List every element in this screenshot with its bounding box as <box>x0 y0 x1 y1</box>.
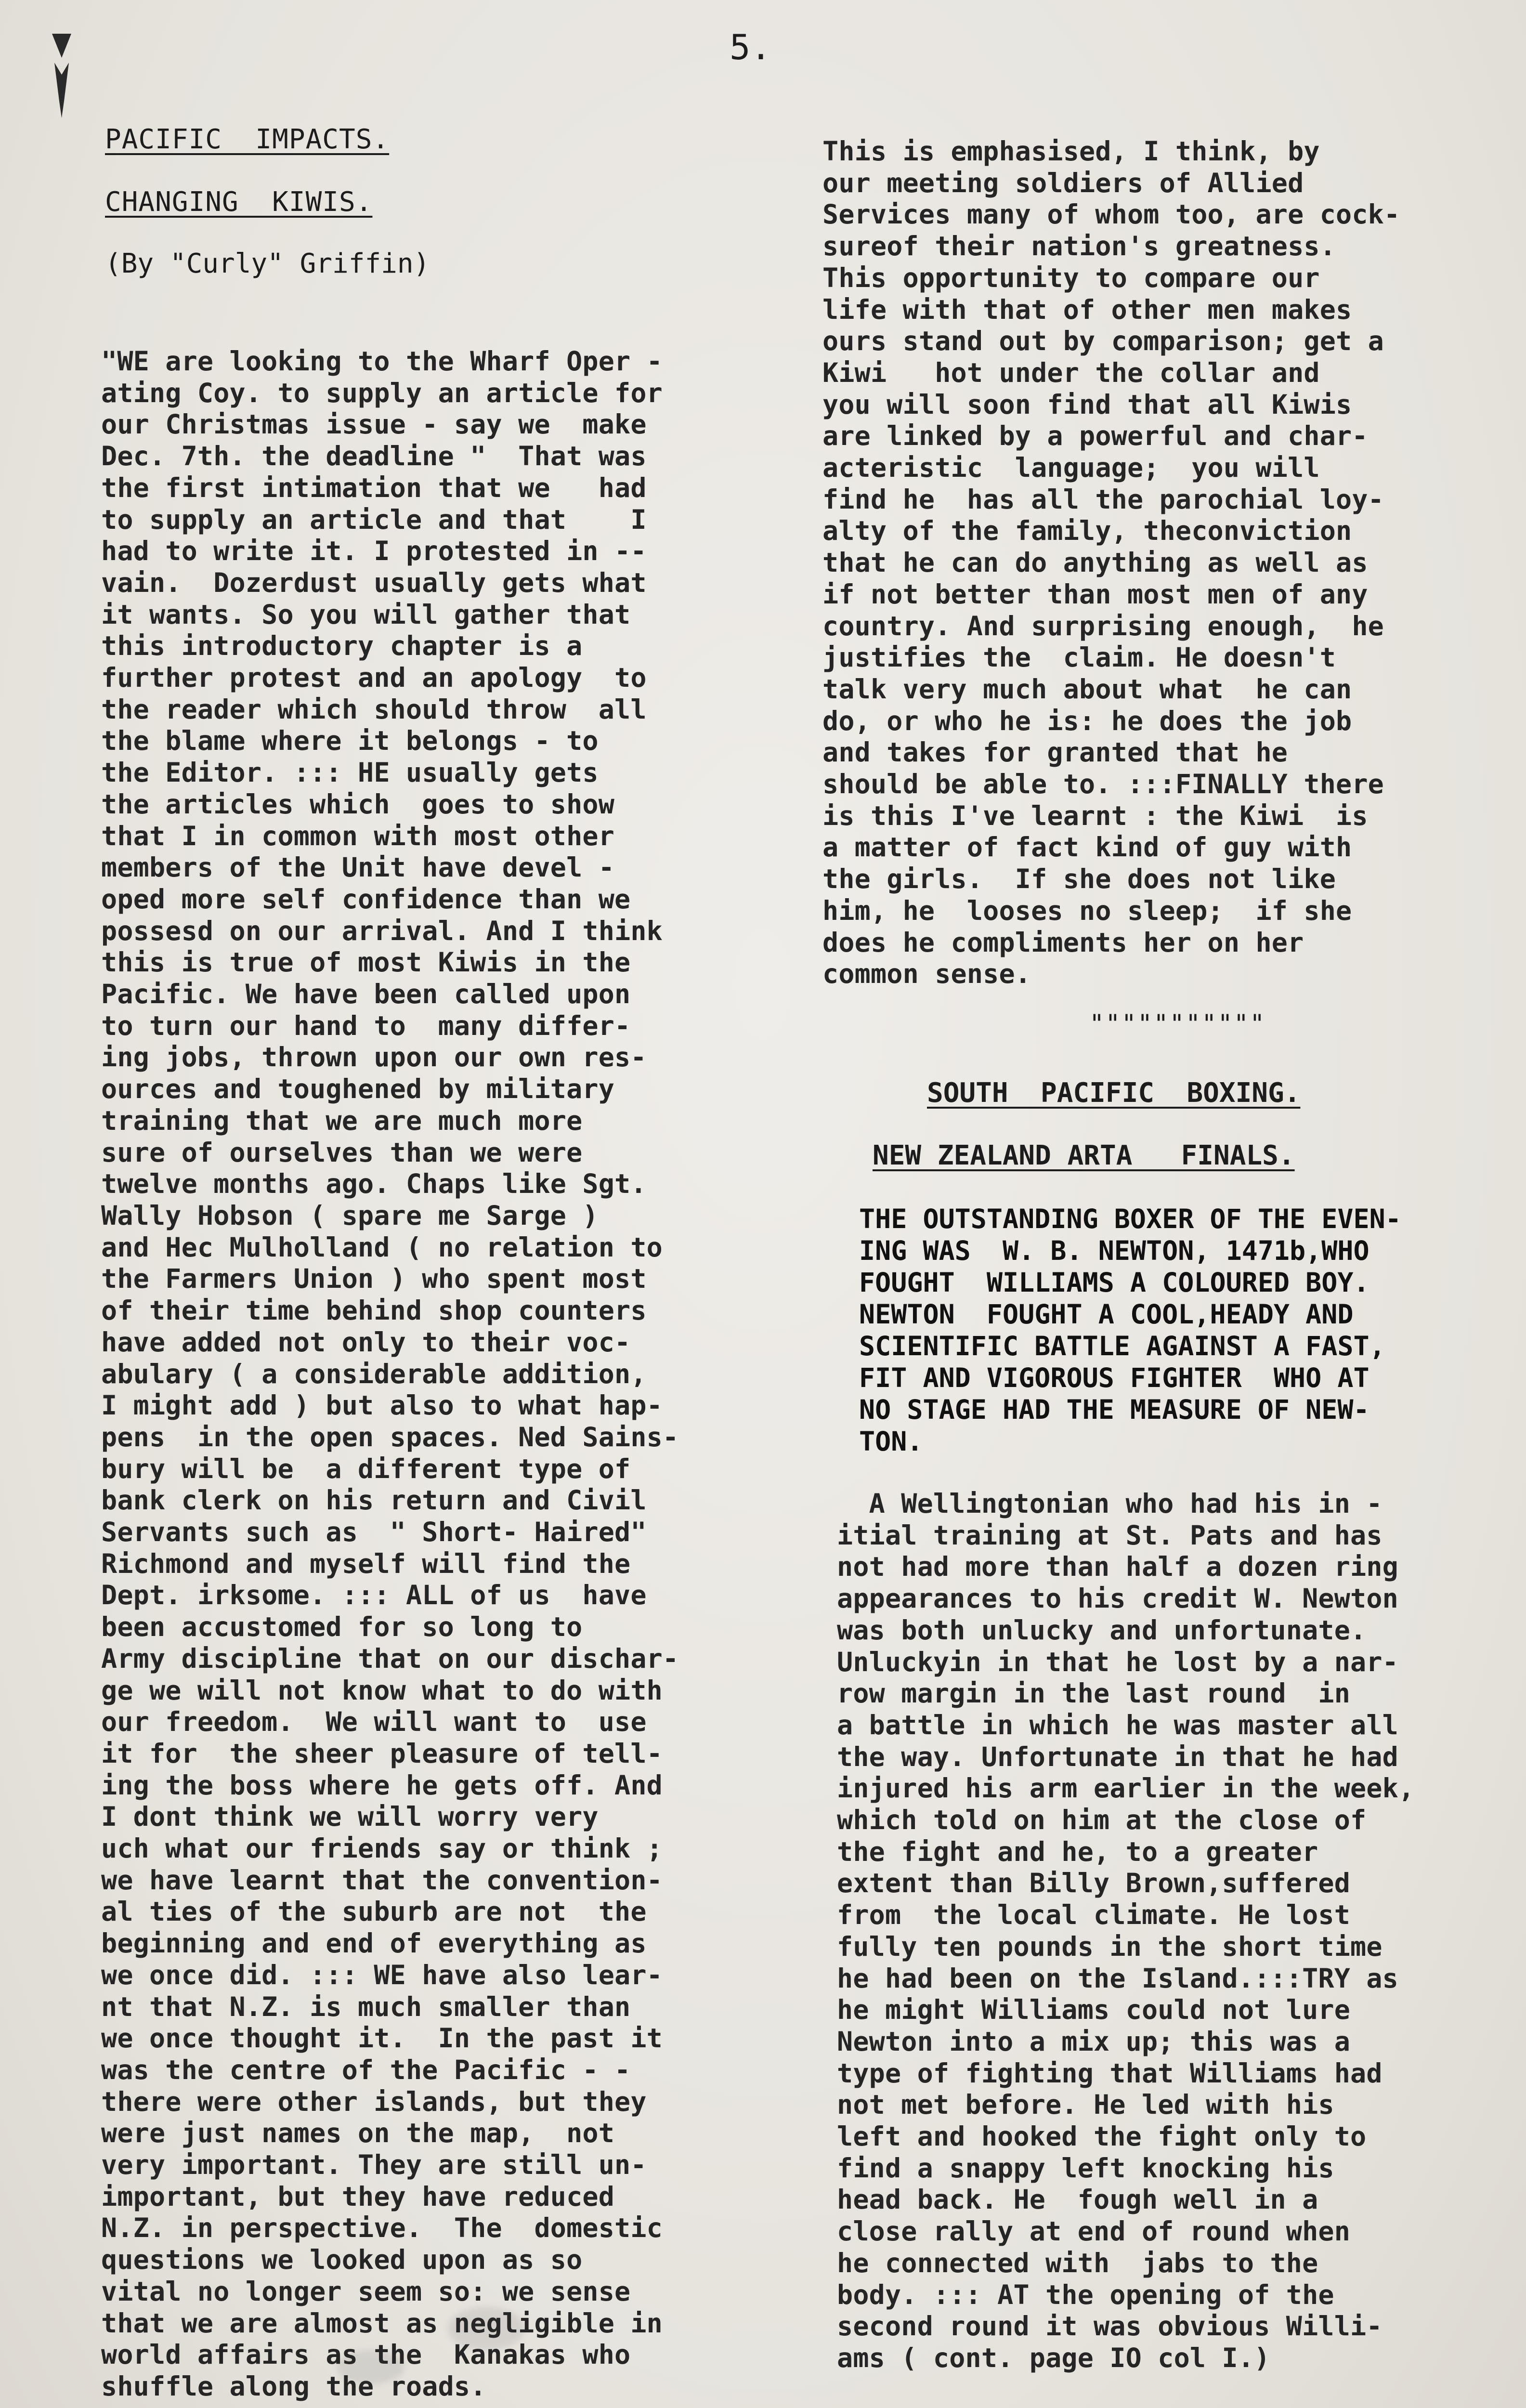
text-line: world affairs as the Kanakas who <box>101 2339 631 2370</box>
text-line: further protest and an apology to <box>101 662 647 694</box>
text-line: This is emphasised, I think, by <box>822 136 1320 167</box>
text-line: body. ::: AT the opening of the <box>837 2279 1334 2310</box>
text-line: training that we are much more <box>101 1105 583 1136</box>
text-line: ating Coy. to supply an article for <box>101 377 663 408</box>
text-line: this introductory chapter is a <box>101 630 583 662</box>
text-line: were just names on the map, not <box>101 2118 615 2149</box>
text-line: beginning and end of everything as <box>101 1928 647 1959</box>
text-line: are linked by a powerful and char- <box>822 420 1368 452</box>
text-line: uch what our friends say or think ; <box>101 1833 663 1864</box>
text-line: ge we will not know what to do with <box>101 1675 663 1706</box>
text-line: ources and toughened by military <box>101 1073 615 1105</box>
text-line: find he has all the parochial loy- <box>822 484 1384 515</box>
text-line: should be able to. :::FINALLY there <box>822 769 1384 800</box>
text-line: he had been on the Island.:::TRY as <box>837 1963 1398 1994</box>
text-line: Wally Hobson ( spare me Sarge ) <box>101 1200 599 1231</box>
text-line: itial training at St. Pats and has <box>837 1519 1383 1551</box>
text-line: FOUGHT WILLIAMS A COLOURED BOY. <box>859 1267 1369 1298</box>
text-line: been accustomed for so long to <box>101 1611 583 1643</box>
text-line: "WE are looking to the Wharf Oper - <box>101 346 663 377</box>
text-line: abulary ( a considerable addition, <box>101 1358 647 1389</box>
text-line: sureof their nation's greatness. <box>822 231 1336 262</box>
article-title: CHANGING KIWIS. <box>105 186 373 218</box>
text-line: we have learnt that the convention- <box>101 1864 663 1896</box>
text-line: shuffle along the roads. <box>101 2371 486 2402</box>
text-line: the Editor. ::: HE usually gets <box>101 757 599 788</box>
text-line: Dec. 7th. the deadline " That was <box>101 441 647 472</box>
text-line: Richmond and myself will find the <box>101 1548 631 1579</box>
text-line: that he can do anything as well as <box>822 547 1368 578</box>
text-line: TON. <box>859 1426 923 1457</box>
text-line: this is true of most Kiwis in the <box>101 947 631 978</box>
text-line: the way. Unfortunate in that he had <box>837 1741 1398 1772</box>
text-line: we once did. ::: WE have also lear- <box>101 1959 663 1990</box>
text-line: is this I've learnt : the Kiwi is <box>822 800 1368 831</box>
text-line: ing jobs, thrown upon our own res- <box>101 1042 647 1073</box>
text-line: nt that N.Z. is much smaller than <box>101 1991 631 2022</box>
text-line: questions we looked upon as so <box>101 2244 583 2276</box>
text-line: not met before. He led with his <box>837 2089 1334 2120</box>
text-line: Pacific. We have been called upon <box>101 979 631 1010</box>
text-line: ing the boss where he gets off. And <box>101 1769 663 1801</box>
text-line: ING WAS W. B. NEWTON, 1471b,WHO <box>859 1235 1369 1266</box>
text-line: sure of ourselves than we were <box>101 1137 583 1168</box>
text-line: row margin in the last round in <box>837 1678 1351 1709</box>
byline: (By "Curly" Griffin) <box>105 248 430 279</box>
text-line: not had more than half a dozen ring <box>837 1551 1398 1583</box>
text-line: bury will be a different type of <box>101 1453 631 1484</box>
right-article-continuation <box>822 136 1400 990</box>
text-line: of their time behind shop counters <box>101 1295 647 1326</box>
left-article-body <box>101 346 678 2403</box>
text-line: it wants. So you will gather that <box>101 599 631 630</box>
text-line: alty of the family, theconviction <box>822 515 1352 547</box>
text-line: he connected with jabs to the <box>837 2247 1318 2278</box>
text-line: close rally at end of round when <box>837 2216 1351 2247</box>
text-line: oped more self confidence than we <box>101 883 631 915</box>
text-line: the blame where it belongs - to <box>101 725 599 757</box>
text-line: a matter of fact kind of guy with <box>822 832 1352 863</box>
text-line: if not better than most men of any <box>822 578 1368 610</box>
page-number: 5. <box>730 27 771 67</box>
text-line: pens in the open spaces. Ned Sains- <box>101 1421 679 1453</box>
boxing-lead-paragraph <box>859 1203 1401 1457</box>
text-line: very important. They are still un- <box>101 2149 647 2181</box>
text-line: bank clerk on his return and Civil <box>101 1485 647 1516</box>
text-line: that I in common with most other <box>101 820 615 851</box>
text-line: talk very much about what he can <box>822 673 1352 705</box>
text-line: extent than Billy Brown,suffered <box>837 1868 1351 1899</box>
text-line: appearances to his credit W. Newton <box>837 1583 1398 1614</box>
text-line: find a snappy left knocking his <box>837 2152 1334 2184</box>
section-title: PACIFIC IMPACTS. <box>105 124 390 155</box>
text-line: Services many of whom too, are cock- <box>822 199 1400 230</box>
text-line: vain. Dozerdust usually gets what <box>101 567 647 598</box>
ink-smudge <box>448 2307 525 2350</box>
text-line: to supply an article and that I <box>101 504 647 535</box>
text-line: that we are almost as negligible in <box>101 2307 663 2339</box>
text-line: I might add ) but also to what hap- <box>101 1390 663 1421</box>
text-line: FIT AND VIGOROUS FIGHTER WHO AT <box>859 1362 1369 1393</box>
text-line: Servants such as " Short- Haired" <box>101 1517 647 1548</box>
separator-marks: """"""""""" <box>1089 1009 1266 1038</box>
text-line: Unluckyin in that he lost by a nar- <box>837 1646 1398 1677</box>
text-line: Newton into a mix up; this was a <box>837 2026 1351 2057</box>
text-line: NO STAGE HAD THE MEASURE OF NEW- <box>859 1394 1369 1425</box>
text-line: and takes for granted that he <box>822 737 1288 768</box>
text-line: the girls. If she does not like <box>822 864 1336 895</box>
text-line: ams ( cont. page IO col I.) <box>837 2342 1270 2373</box>
text-line: I dont think we will worry very <box>101 1801 599 1832</box>
text-line: injured his arm earlier in the week, <box>837 1773 1415 1804</box>
text-line: NEWTON FOUGHT A COOL,HEADY AND <box>859 1299 1354 1330</box>
text-line: him, he looses no sleep; if she <box>822 895 1352 926</box>
text-line: country. And surprising enough, he <box>822 610 1384 641</box>
text-line: the first intimation that we had <box>101 472 647 503</box>
text-line: it for the sheer pleasure of tell- <box>101 1738 663 1769</box>
text-line: from the local climate. He lost <box>837 1899 1351 1931</box>
text-line: type of fighting that Williams had <box>837 2057 1383 2089</box>
boxing-article-body <box>837 1488 1414 2374</box>
text-line: our meeting soldiers of Allied <box>822 167 1304 198</box>
text-line: fully ten pounds in the short time <box>837 1931 1383 1962</box>
text-line: Dept. irksome. ::: ALL of us have <box>101 1580 647 1611</box>
text-line: important, but they have reduced <box>101 2181 615 2212</box>
text-line: the fight and he, to a greater <box>837 1836 1318 1867</box>
text-line: N.Z. in perspective. The domestic <box>101 2212 663 2244</box>
text-line: and Hec Mulholland ( no relation to <box>101 1231 663 1263</box>
text-line: justifies the claim. He doesn't <box>822 642 1336 673</box>
text-line: do, or who he is: he does the job <box>822 705 1352 736</box>
text-line: members of the Unit have devel - <box>101 852 615 883</box>
text-line: al ties of the suburb are not the <box>101 1896 647 1927</box>
text-line: possesd on our arrival. And I think <box>101 915 663 946</box>
text-line: was the centre of the Pacific - - <box>101 2054 631 2085</box>
text-line: ours stand out by comparison; get a <box>822 326 1384 357</box>
text-line: left and hooked the fight only to <box>837 2121 1367 2152</box>
text-line: life with that of other men makes <box>822 294 1352 325</box>
text-line: to turn our hand to many differ- <box>101 1010 631 1041</box>
boxing-section-subtitle: NEW ZEALAND ARTA FINALS. <box>873 1140 1295 1171</box>
text-line: the Farmers Union ) who spent most <box>101 1263 647 1295</box>
text-line: second round it was obvious Willi- <box>837 2311 1383 2342</box>
text-line: our Christmas issue - say we make <box>101 409 647 440</box>
text-line: does he compliments her on her <box>822 927 1304 958</box>
text-line: which told on him at the close of <box>837 1805 1367 1836</box>
text-line: a battle in which he was master all <box>837 1709 1398 1741</box>
text-line: A Wellingtonian who had his in - <box>837 1488 1383 1519</box>
text-line: twelve months ago. Chaps like Sgt. <box>101 1168 647 1200</box>
text-line: there were other islands, but they <box>101 2086 647 2117</box>
text-line: you will soon find that all Kiwis <box>822 389 1352 420</box>
text-line: Army discipline that on our dischar- <box>101 1643 679 1674</box>
text-line: vital no longer seem so: we sense <box>101 2276 631 2307</box>
text-line: This opportunity to compare our <box>822 262 1320 293</box>
text-line: was both unlucky and unfortunate. <box>837 1614 1367 1646</box>
text-line: Kiwi hot under the collar and <box>822 357 1320 388</box>
ink-smudge <box>337 2350 404 2384</box>
text-line: head back. He fough well in a <box>837 2184 1318 2215</box>
text-line: SCIENTIFIC BATTLE AGAINST A FAST, <box>859 1331 1385 1361</box>
text-line: THE OUTSTANDING BOXER OF THE EVEN- <box>859 1204 1401 1234</box>
binding-mark-icon <box>42 29 81 120</box>
text-line: he might Williams could not lure <box>837 1994 1351 2026</box>
text-line: our freedom. We will want to use <box>101 1706 647 1738</box>
boxing-section-title: SOUTH PACIFIC BOXING. <box>927 1077 1301 1109</box>
text-line: acteristic language; you will <box>822 452 1320 484</box>
text-line: the reader which should throw all <box>101 694 647 725</box>
text-line: had to write it. I protested in -- <box>101 536 647 567</box>
text-line: common sense. <box>822 958 1031 990</box>
text-line: have added not only to their voc- <box>101 1326 631 1358</box>
text-line: the articles which goes to show <box>101 788 615 820</box>
text-line: we once thought it. In the past it <box>101 2023 663 2054</box>
